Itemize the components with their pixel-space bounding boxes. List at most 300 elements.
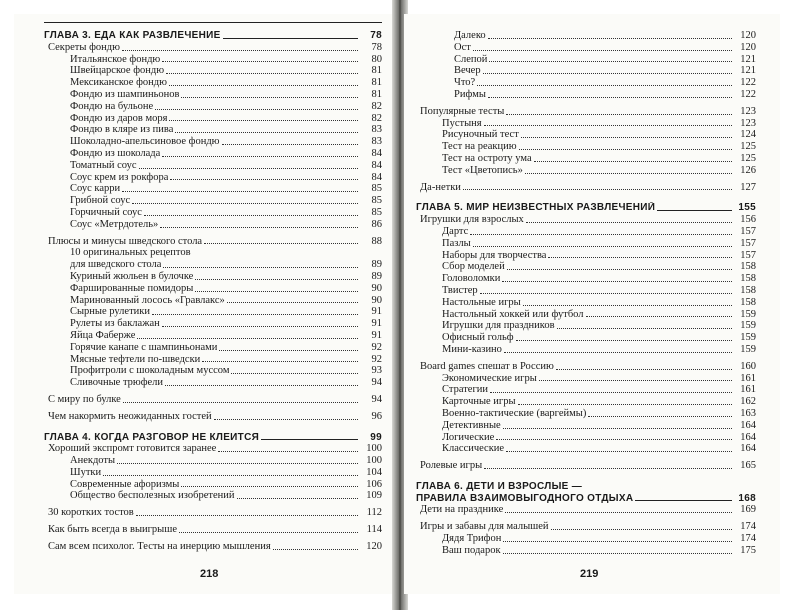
toc-entry-page: 158 bbox=[740, 273, 756, 285]
toc-entry bbox=[44, 148, 382, 160]
right-page bbox=[404, 14, 780, 594]
dot-leader bbox=[218, 451, 358, 452]
dot-leader bbox=[163, 267, 358, 268]
toc-entry-page: 158 bbox=[740, 296, 756, 308]
dot-leader bbox=[657, 210, 732, 211]
toc-entry-title: ГЛАВА 5. МИР НЕИЗВЕСТНЫХ РАЗВЛЕЧЕНИЙ bbox=[416, 202, 656, 214]
dot-leader bbox=[162, 61, 358, 62]
toc-entry bbox=[416, 420, 756, 432]
toc-entry-page: 109 bbox=[366, 490, 382, 502]
toc-entry bbox=[44, 101, 382, 113]
dot-leader bbox=[122, 50, 358, 51]
toc-entry-title: Мини-казино bbox=[442, 343, 502, 355]
toc-entry-title: Рисуночный тест bbox=[442, 129, 519, 141]
toc-entry-page: 78 bbox=[370, 30, 382, 41]
toc-entry-title: Офисный гольф bbox=[442, 332, 514, 344]
toc-entry-page: 127 bbox=[740, 181, 756, 193]
toc-entry-title: Фаршированные помидоры bbox=[70, 282, 194, 294]
toc-entry-page: 159 bbox=[740, 343, 756, 355]
toc-entry-page: 85 bbox=[371, 183, 382, 195]
toc-entry-page: 123 bbox=[740, 117, 756, 129]
toc-entry-title: Куриный жюльен в булочке bbox=[70, 270, 194, 282]
toc-entry-page: 80 bbox=[371, 53, 382, 65]
toc-entry-title: Анекдоты bbox=[70, 455, 116, 467]
toc-entry-page: 84 bbox=[371, 147, 382, 159]
toc-entry-title: Фондю из даров моря bbox=[70, 112, 168, 124]
toc-entry-page: 122 bbox=[740, 88, 756, 100]
toc-entry-title: Пазлы bbox=[442, 237, 471, 249]
toc-entry-page: 165 bbox=[740, 460, 756, 472]
toc-entry bbox=[44, 377, 382, 389]
toc-entry-page: 100 bbox=[366, 443, 382, 455]
toc-entry-title: Игры и забавы для малышей bbox=[420, 521, 549, 533]
toc-entry-title: Настольный хоккей или футбол bbox=[442, 308, 584, 320]
toc-entry-page: 164 bbox=[740, 443, 756, 455]
table-of-contents-left bbox=[44, 30, 382, 553]
toc-entry-title: Вечер bbox=[454, 65, 481, 77]
dot-leader bbox=[214, 419, 358, 420]
dot-leader bbox=[181, 97, 358, 98]
dot-leader bbox=[505, 512, 732, 513]
toc-entry-page: 163 bbox=[740, 407, 756, 419]
dot-leader bbox=[122, 191, 358, 192]
dot-leader bbox=[534, 161, 732, 162]
toc-entry bbox=[416, 54, 756, 66]
dot-leader bbox=[162, 326, 358, 327]
toc-entry bbox=[44, 160, 382, 172]
toc-entry bbox=[44, 42, 382, 54]
table-of-contents-right bbox=[416, 30, 756, 557]
toc-entry bbox=[416, 106, 756, 118]
toc-entry-page: 160 bbox=[740, 360, 756, 372]
dot-leader bbox=[160, 227, 358, 228]
toc-entry-title: Грибной соус bbox=[70, 195, 131, 207]
toc-entry-page: 112 bbox=[366, 507, 382, 519]
toc-entry-page: 96 bbox=[371, 410, 382, 422]
toc-entry bbox=[416, 285, 756, 297]
toc-entry-page: 83 bbox=[371, 124, 382, 136]
toc-entry-title: Стратегии bbox=[442, 384, 489, 396]
toc-chapter-entry bbox=[44, 30, 382, 42]
dot-leader bbox=[273, 549, 358, 550]
toc-entry-page: 120 bbox=[366, 540, 382, 552]
dot-leader bbox=[504, 352, 732, 353]
dot-leader bbox=[204, 243, 358, 244]
toc-entry-page: 88 bbox=[371, 235, 382, 247]
dot-leader bbox=[136, 515, 358, 516]
dot-leader bbox=[181, 486, 358, 487]
toc-entry-page: 114 bbox=[366, 524, 382, 536]
toc-entry-title: Рулеты из баклажан bbox=[70, 318, 160, 330]
toc-entry-title: Ваш подарок bbox=[442, 544, 501, 556]
toc-entry bbox=[44, 306, 382, 318]
toc-entry bbox=[44, 490, 382, 502]
dot-leader bbox=[237, 498, 359, 499]
toc-entry-title: Классические bbox=[442, 443, 505, 455]
toc-chapter-entry bbox=[416, 493, 756, 505]
toc-entry bbox=[416, 182, 756, 194]
toc-chapter-entry bbox=[44, 432, 382, 444]
toc-entry-title: Яйца Фаберже bbox=[70, 329, 136, 341]
dot-leader bbox=[170, 179, 358, 180]
toc-entry-page: 121 bbox=[740, 65, 756, 77]
dot-leader bbox=[222, 144, 358, 145]
toc-entry-page: 91 bbox=[371, 318, 382, 330]
dot-leader bbox=[162, 156, 358, 157]
toc-entry-page: 81 bbox=[371, 65, 382, 77]
toc-entry-title: Чем накормить неожиданных гостей bbox=[48, 410, 212, 422]
dot-leader bbox=[588, 416, 732, 417]
dot-leader bbox=[179, 532, 358, 533]
dot-leader bbox=[231, 373, 358, 374]
toc-entry-page: 90 bbox=[371, 294, 382, 306]
toc-entry-page: 82 bbox=[371, 100, 382, 112]
dot-leader bbox=[526, 222, 732, 223]
toc-entry-title: Дядя Трифон bbox=[442, 533, 502, 545]
toc-entry-title: Шутки bbox=[70, 466, 102, 478]
toc-entry-title: Что? bbox=[454, 77, 476, 89]
toc-entry bbox=[44, 172, 382, 184]
toc-entry-page: 83 bbox=[371, 136, 382, 148]
dot-leader bbox=[488, 97, 732, 98]
dot-leader bbox=[506, 451, 732, 452]
toc-entry-page: 94 bbox=[371, 377, 382, 389]
toc-entry bbox=[44, 195, 382, 207]
toc-entry-title: Общество бесполезных изобретений bbox=[70, 490, 235, 502]
toc-entry-title: Фондю в кляре из пива bbox=[70, 124, 174, 136]
dot-leader bbox=[488, 38, 732, 39]
toc-entry-title: Игрушки для праздников bbox=[442, 320, 555, 332]
toc-entry bbox=[44, 89, 382, 101]
toc-entry-title: Детективные bbox=[442, 419, 501, 431]
toc-entry-title: Сырные рулетики bbox=[70, 306, 150, 318]
dot-leader bbox=[470, 234, 732, 235]
toc-entry-page: 157 bbox=[740, 225, 756, 237]
toc-entry-title: для шведского стола bbox=[70, 259, 162, 271]
toc-entry-title: Сам всем психолог. Тесты на инерцию мышления bbox=[48, 540, 271, 552]
toc-entry-title: Популярные тесты bbox=[420, 105, 505, 117]
dot-leader bbox=[483, 73, 732, 74]
toc-entry-title: ГЛАВА 6. ДЕТИ И ВЗРОСЛЫЕ — bbox=[416, 480, 583, 492]
toc-entry-title: Игрушки для взрослых bbox=[420, 214, 524, 226]
toc-entry-page: 106 bbox=[366, 478, 382, 490]
toc-entry bbox=[44, 411, 382, 423]
toc-entry-title: Шоколадно-апельсиновое фондю bbox=[70, 136, 220, 148]
toc-entry-page: 159 bbox=[740, 332, 756, 344]
toc-entry-title: Твистер bbox=[442, 284, 478, 296]
toc-entry bbox=[44, 394, 382, 406]
page-number: 218 bbox=[200, 568, 219, 580]
toc-entry-page: 104 bbox=[366, 466, 382, 478]
toc-entry-page: 120 bbox=[740, 41, 756, 53]
toc-entry-title: Фондю на бульоне bbox=[70, 100, 154, 112]
toc-entry bbox=[44, 219, 382, 231]
toc-entry-page: 164 bbox=[740, 431, 756, 443]
toc-entry-page: 85 bbox=[371, 206, 382, 218]
toc-entry-title: Профитроли с шоколадным муссом bbox=[70, 365, 230, 377]
toc-entry-page: 125 bbox=[740, 152, 756, 164]
toc-entry-title: Рифмы bbox=[454, 88, 486, 100]
dot-leader bbox=[473, 50, 732, 51]
toc-entry bbox=[44, 283, 382, 295]
page-number: 219 bbox=[580, 568, 599, 580]
spacer bbox=[416, 193, 756, 202]
toc-entry-page: 91 bbox=[371, 329, 382, 341]
toc-entry bbox=[416, 165, 756, 177]
toc-entry-title: Швейцарское фондю bbox=[70, 65, 165, 77]
toc-entry bbox=[44, 183, 382, 195]
dot-leader bbox=[202, 361, 358, 362]
toc-entry-page: 90 bbox=[371, 282, 382, 294]
toc-entry-page: 81 bbox=[371, 88, 382, 100]
toc-entry-page: 157 bbox=[740, 237, 756, 249]
toc-entry-page: 91 bbox=[371, 306, 382, 318]
toc-entry-page: 100 bbox=[366, 455, 382, 467]
toc-entry-page: 123 bbox=[740, 105, 756, 117]
toc-entry bbox=[416, 361, 756, 373]
toc-entry bbox=[44, 271, 382, 283]
toc-entry-title: Хороший экспромт готовится заранее bbox=[48, 443, 217, 455]
toc-entry bbox=[416, 129, 756, 141]
dot-leader bbox=[103, 475, 358, 476]
toc-entry-title: Да-нетки bbox=[420, 181, 461, 193]
toc-entry-title: Логические bbox=[442, 431, 495, 443]
toc-entry-page: 93 bbox=[371, 365, 382, 377]
toc-entry bbox=[44, 124, 382, 136]
toc-entry-page: 158 bbox=[740, 284, 756, 296]
toc-entry-page: 89 bbox=[371, 270, 382, 282]
toc-entry-title: Плюсы и минусы шведского стола bbox=[48, 235, 203, 247]
toc-entry-page: 168 bbox=[738, 492, 756, 504]
toc-entry bbox=[416, 320, 756, 332]
toc-entry-title: Головоломки bbox=[442, 273, 501, 285]
toc-entry-page: 99 bbox=[370, 431, 382, 443]
dot-leader bbox=[557, 328, 732, 329]
toc-entry bbox=[416, 384, 756, 396]
toc-entry-title: Далеко bbox=[454, 30, 486, 41]
toc-entry bbox=[416, 214, 756, 226]
toc-entry-page: 122 bbox=[740, 77, 756, 89]
toc-entry bbox=[416, 238, 756, 250]
dot-leader bbox=[155, 109, 358, 110]
toc-entry bbox=[44, 113, 382, 125]
toc-entry-page: 89 bbox=[371, 259, 382, 271]
toc-entry-title: Как быть всегда в выигрыше bbox=[48, 524, 177, 536]
toc-entry-page: 94 bbox=[371, 393, 382, 405]
toc-entry-title: Фондю из шампиньонов bbox=[70, 88, 180, 100]
dot-leader bbox=[139, 168, 358, 169]
toc-entry-page: 92 bbox=[371, 341, 382, 353]
spacer bbox=[416, 472, 756, 481]
dot-leader bbox=[152, 314, 358, 315]
toc-entry bbox=[416, 504, 756, 516]
toc-entry bbox=[416, 408, 756, 420]
dot-leader bbox=[227, 302, 358, 303]
dot-leader bbox=[132, 203, 358, 204]
toc-entry-title: Настольные игры bbox=[442, 296, 521, 308]
spacer bbox=[44, 423, 382, 432]
dot-leader bbox=[507, 269, 732, 270]
toc-entry bbox=[44, 318, 382, 330]
toc-entry-page: 157 bbox=[740, 249, 756, 261]
dot-leader bbox=[137, 338, 358, 339]
toc-entry-page: 164 bbox=[740, 419, 756, 431]
dot-leader bbox=[518, 404, 732, 405]
toc-entry-title: Карточные игры bbox=[442, 396, 516, 408]
toc-entry-page: 125 bbox=[740, 141, 756, 153]
toc-entry-title: Сбор моделей bbox=[442, 261, 505, 273]
toc-entry-page: 155 bbox=[738, 202, 756, 214]
toc-entry-title: Мясные тефтели по-шведски bbox=[70, 353, 201, 365]
toc-entry bbox=[416, 309, 756, 321]
dot-leader bbox=[503, 553, 732, 554]
dot-leader bbox=[117, 463, 358, 464]
toc-entry-title: ГЛАВА 4. КОГДА РАЗГОВОР НЕ КЛЕИТСЯ bbox=[44, 431, 260, 443]
toc-entry bbox=[44, 236, 382, 248]
toc-entry-page: 175 bbox=[740, 544, 756, 556]
dot-leader bbox=[169, 85, 358, 86]
dot-leader bbox=[477, 85, 732, 86]
toc-entry-page: 120 bbox=[740, 30, 756, 41]
toc-entry bbox=[44, 524, 382, 536]
toc-entry-page: 161 bbox=[740, 384, 756, 396]
top-rule bbox=[44, 22, 382, 23]
toc-entry bbox=[416, 89, 756, 101]
toc-entry bbox=[44, 365, 382, 377]
toc-entry bbox=[416, 273, 756, 285]
dot-leader bbox=[484, 468, 732, 469]
dot-leader bbox=[169, 120, 358, 121]
toc-entry-page: 84 bbox=[371, 159, 382, 171]
toc-entry-title: Томатный соус bbox=[70, 159, 137, 171]
toc-entry bbox=[44, 65, 382, 77]
toc-entry-title: Итальянское фондю bbox=[70, 53, 161, 65]
toc-entry bbox=[416, 432, 756, 444]
toc-entry bbox=[416, 250, 756, 262]
toc-entry-page: 156 bbox=[740, 214, 756, 226]
toc-entry-title: Секреты фондю bbox=[48, 41, 120, 53]
toc-entry-page: 82 bbox=[371, 112, 382, 124]
toc-entry-title: Ост bbox=[454, 41, 471, 53]
dot-leader bbox=[490, 392, 732, 393]
dot-leader bbox=[503, 428, 732, 429]
dot-leader bbox=[635, 500, 732, 501]
toc-chapter-entry bbox=[416, 202, 756, 214]
toc-entry bbox=[44, 136, 382, 148]
toc-entry-page: 92 bbox=[371, 353, 382, 365]
toc-entry-title: Слепой bbox=[454, 53, 488, 65]
toc-entry-page: 159 bbox=[740, 308, 756, 320]
dot-leader bbox=[525, 173, 732, 174]
toc-entry bbox=[416, 42, 756, 54]
dot-leader bbox=[551, 529, 732, 530]
toc-entry-page: 85 bbox=[371, 195, 382, 207]
toc-entry-title: Дети на празднике bbox=[420, 504, 504, 516]
toc-entry-title: Тест на остроту ума bbox=[442, 152, 532, 164]
toc-entry bbox=[416, 77, 756, 89]
toc-entry bbox=[44, 77, 382, 89]
toc-entry bbox=[44, 354, 382, 366]
toc-entry bbox=[44, 54, 382, 66]
dot-leader bbox=[223, 38, 358, 39]
toc-entry-page: 126 bbox=[740, 164, 756, 176]
dot-leader bbox=[473, 246, 732, 247]
toc-entry bbox=[416, 443, 756, 455]
left-page bbox=[14, 14, 394, 594]
toc-entry bbox=[44, 207, 382, 219]
toc-entry-title: Наборы для творчества bbox=[442, 249, 547, 261]
dot-leader bbox=[219, 350, 358, 351]
toc-entry bbox=[44, 247, 382, 259]
dot-leader bbox=[496, 439, 732, 440]
toc-entry-title: Тест на реакцию bbox=[442, 141, 517, 153]
toc-entry bbox=[416, 460, 756, 472]
toc-entry bbox=[44, 443, 382, 455]
toc-entry-title: Ролевые игры bbox=[420, 460, 483, 472]
toc-entry-title: 30 коротких тостов bbox=[48, 507, 134, 519]
dot-leader bbox=[519, 149, 732, 150]
toc-entry-page: 84 bbox=[371, 171, 382, 183]
toc-entry-title: Мексиканское фондю bbox=[70, 77, 167, 89]
toc-entry bbox=[44, 259, 382, 271]
dot-leader bbox=[502, 281, 732, 282]
toc-entry bbox=[44, 479, 382, 491]
toc-entry bbox=[44, 330, 382, 342]
toc-entry-page: 162 bbox=[740, 396, 756, 408]
toc-entry-title: Сливочные трюфели bbox=[70, 377, 164, 389]
toc-entry bbox=[416, 533, 756, 545]
dot-leader bbox=[123, 402, 358, 403]
toc-entry-title: Военно-тактические (варгеймы) bbox=[442, 407, 587, 419]
toc-entry bbox=[416, 153, 756, 165]
toc-entry bbox=[416, 396, 756, 408]
dot-leader bbox=[166, 73, 358, 74]
toc-entry-title: Соус карри bbox=[70, 183, 121, 195]
toc-entry bbox=[416, 521, 756, 533]
toc-entry-title: С миру по булке bbox=[48, 393, 121, 405]
dot-leader bbox=[521, 137, 732, 138]
toc-entry bbox=[416, 373, 756, 385]
dot-leader bbox=[463, 189, 732, 190]
toc-entry-title: ПРАВИЛА ВЗАИМОВЫГОДНОГО ОТДЫХА bbox=[416, 492, 634, 504]
toc-entry-title: 10 оригинальных рецептов bbox=[70, 247, 191, 259]
toc-entry-title: Маринованный лосось «Гравлакс» bbox=[70, 294, 225, 306]
toc-entry bbox=[416, 545, 756, 557]
toc-entry-page: 161 bbox=[740, 372, 756, 384]
dot-leader bbox=[523, 305, 732, 306]
toc-entry bbox=[416, 30, 756, 42]
toc-entry bbox=[416, 344, 756, 356]
toc-entry bbox=[44, 295, 382, 307]
toc-entry-title: Пустыня bbox=[442, 117, 482, 129]
toc-entry-page: 81 bbox=[371, 77, 382, 89]
toc-chapter-entry bbox=[416, 481, 756, 493]
dot-leader bbox=[484, 125, 732, 126]
dot-leader bbox=[556, 369, 732, 370]
dot-leader bbox=[144, 215, 358, 216]
dot-leader bbox=[503, 541, 732, 542]
toc-entry-page: 124 bbox=[740, 129, 756, 141]
dot-leader bbox=[165, 385, 358, 386]
toc-entry bbox=[416, 141, 756, 153]
dot-leader bbox=[539, 380, 732, 381]
toc-entry-page: 174 bbox=[740, 533, 756, 545]
toc-entry-title: Соус «Метрдотель» bbox=[70, 218, 159, 230]
toc-entry-title: Экономические игры bbox=[442, 372, 537, 384]
toc-entry-page: 159 bbox=[740, 320, 756, 332]
toc-entry bbox=[416, 118, 756, 130]
toc-entry bbox=[44, 342, 382, 354]
